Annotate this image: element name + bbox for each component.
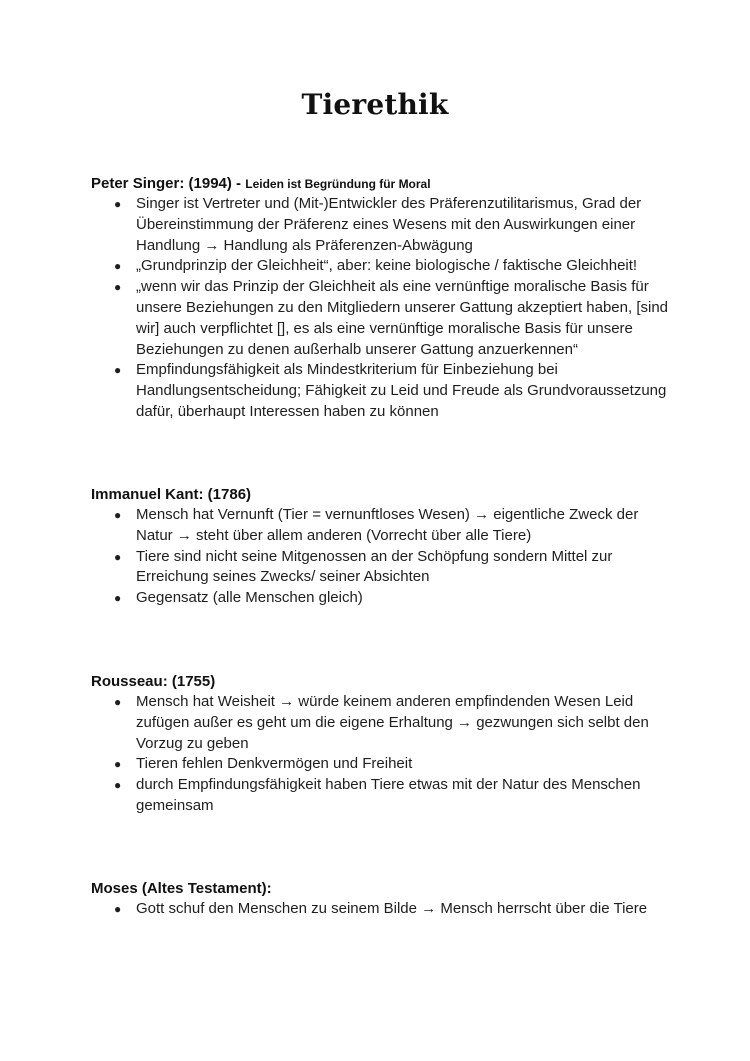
bullet-dot-icon: ● [114,280,122,295]
bullet-dot-icon: ● [114,757,122,772]
bullet-dot-icon: ● [114,902,122,916]
list-item-text: Tiere sind nicht seine Mitgenossen an der Schöpfung sondern Mittel zur Erreichung seines Zwecks/ seiner Absichten [136,547,613,586]
list-item [91,754,671,775]
section-heading-text: Moses (Altes Testament): [91,880,272,897]
list-item [91,775,671,817]
section-heading-text: Peter Singer: (1994) - [91,175,242,192]
section-heading [91,672,671,692]
section-subheading: Leiden ist Begründung für Moral [245,177,431,191]
section-heading-text: Rousseau: (1755) [91,673,216,690]
bullet-list [91,194,671,423]
section-heading [91,879,671,899]
list-item-text: Empfindungsfähigkeit als Mindestkriterium für Einbeziehung bei Handlungsentscheidung; Fähigkeit zu Leid und Freude als Grundvoraussetzung dafür, überhaupt Interessen haben zu können [136,361,667,420]
list-item-text: Gott schuf den Menschen zu seinem Bilde → Mensch herrscht über die Tiere [136,900,648,917]
bullet-dot-icon: ● [114,695,122,709]
list-item-text: Mensch hat Weisheit → würde keinem anderen empfindenden Wesen Leid zufügen außer es geht um die eigene Erhaltung → gezwungen sich selbt den Vorzug zu geben [136,693,649,752]
section-peter-singer [91,174,671,423]
bullet-dot-icon: ● [114,549,122,564]
bullet-list [91,899,671,920]
section-heading [91,485,671,505]
list-item [91,692,671,754]
section-immanuel-kant [91,485,671,609]
document-title: Tierethik [301,88,449,121]
list-item [91,588,671,609]
list-item [91,277,671,360]
bullet-dot-icon: ● [114,778,122,793]
list-item-text: Gegensatz (alle Menschen gleich) [136,589,363,607]
list-item [91,505,671,547]
bullet-list [91,505,671,609]
list-item-text: Tieren fehlen Denkvermögen und Freiheit [136,755,413,773]
section-moses [91,879,671,920]
list-item-text: durch Empfindungsfähigkeit haben Tiere etwas mit der Natur des Menschen gemeinsam [136,776,641,814]
bullet-dot-icon: ● [114,197,122,211]
section-heading-text: Immanuel Kant: (1786) [91,486,252,503]
list-item [91,547,671,589]
bullet-list [91,692,671,817]
list-item-text: Mensch hat Vernunft (Tier = vernunftloses Wesen) → eigentliche Zweck der Natur → steht über allem anderen (Vorrecht über alle Tiere) [136,506,639,544]
list-item-text: „wenn wir das Prinzip der Gleichheit als eine vernünftige moralische Basis für unsere Beziehungen zu den Mitgliedern unserer Gattung akzeptiert haben, [sind wir] auch verpflichtet [], es als eine vernünftige moralische Basis für unsere Beziehungen zu denen außerhalb unserer Gattung anzuerkennen“ [136,278,669,358]
list-item-text: „Grundprinzip der Gleichheit“, aber: keine biologische / faktische Gleichheit! [136,257,638,275]
section-heading [91,174,671,194]
list-item [91,899,671,920]
list-item [91,194,671,256]
bullet-dot-icon: ● [114,363,122,378]
list-item [91,256,671,277]
list-item-text: Singer ist Vertreter und (Mit-)Entwickler des Präferenzutilitarismus, Grad der Übereinstimmung der Präferenz eines Wesens mit den Auswirkungen einer Handlung → Handlung als Präferenzen-Abwägung [136,195,642,254]
bullet-dot-icon: ● [114,259,122,274]
section-rousseau [91,672,671,817]
bullet-dot-icon: ● [114,591,122,606]
list-item [91,360,671,422]
bullet-dot-icon: ● [114,508,122,522]
